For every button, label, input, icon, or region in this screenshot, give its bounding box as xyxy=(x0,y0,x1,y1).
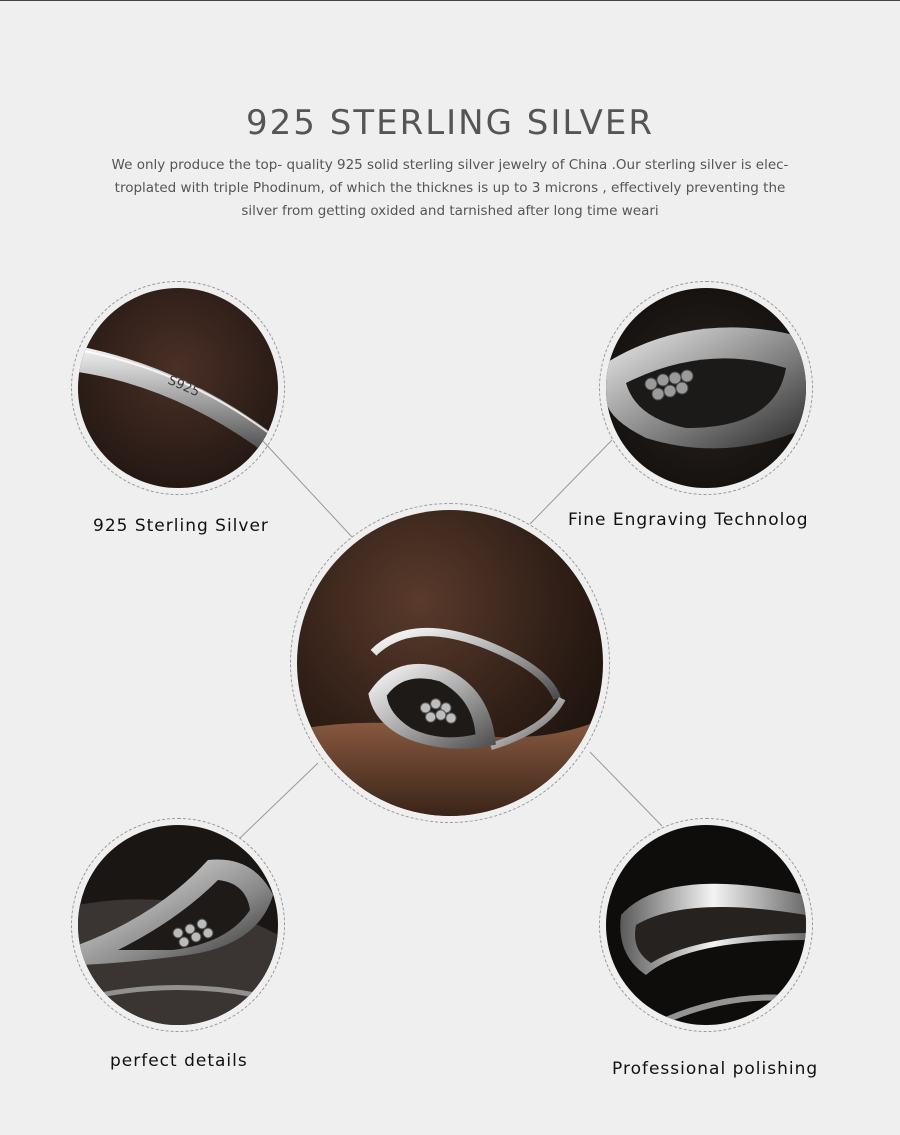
ring-flower-engraving-photo xyxy=(606,288,806,488)
feature-label-sterling-silver: 925 Sterling Silver xyxy=(93,516,269,536)
feature-circle-sterling-silver xyxy=(71,281,285,495)
feature-label-polishing: Professional polishing xyxy=(612,1059,819,1079)
feature-circle-polishing xyxy=(599,818,813,1032)
description-line: troplated with triple Phodinum, of which the thicknes is up to 3 microns , effectively preventing the xyxy=(114,180,786,196)
s925-stamp: S925 xyxy=(165,373,202,401)
ring-detail-photo xyxy=(78,825,278,1025)
ring-polished-surface-photo xyxy=(606,825,806,1025)
feature-circle-engraving xyxy=(599,281,813,495)
feature-label-engraving: Fine Engraving Technolog xyxy=(568,510,809,530)
connector-line-bottom-right xyxy=(590,752,662,826)
page-title: 925 STERLING SILVER xyxy=(246,103,654,143)
connector-line-bottom-left xyxy=(240,763,318,838)
connector-line-top-left xyxy=(262,440,352,537)
feature-label-details: perfect details xyxy=(110,1051,248,1071)
description-line: silver from getting oxided and tarnished after long time weari xyxy=(241,203,659,219)
feature-circle-details xyxy=(71,818,285,1032)
calla-lily-ring-photo xyxy=(297,510,603,816)
feature-circle-main xyxy=(290,503,610,823)
ring-inner-band-photo xyxy=(78,288,278,488)
description-line: We only produce the top- quality 925 solid sterling silver jewelry of China .Our sterling silver is elec- xyxy=(111,157,789,173)
